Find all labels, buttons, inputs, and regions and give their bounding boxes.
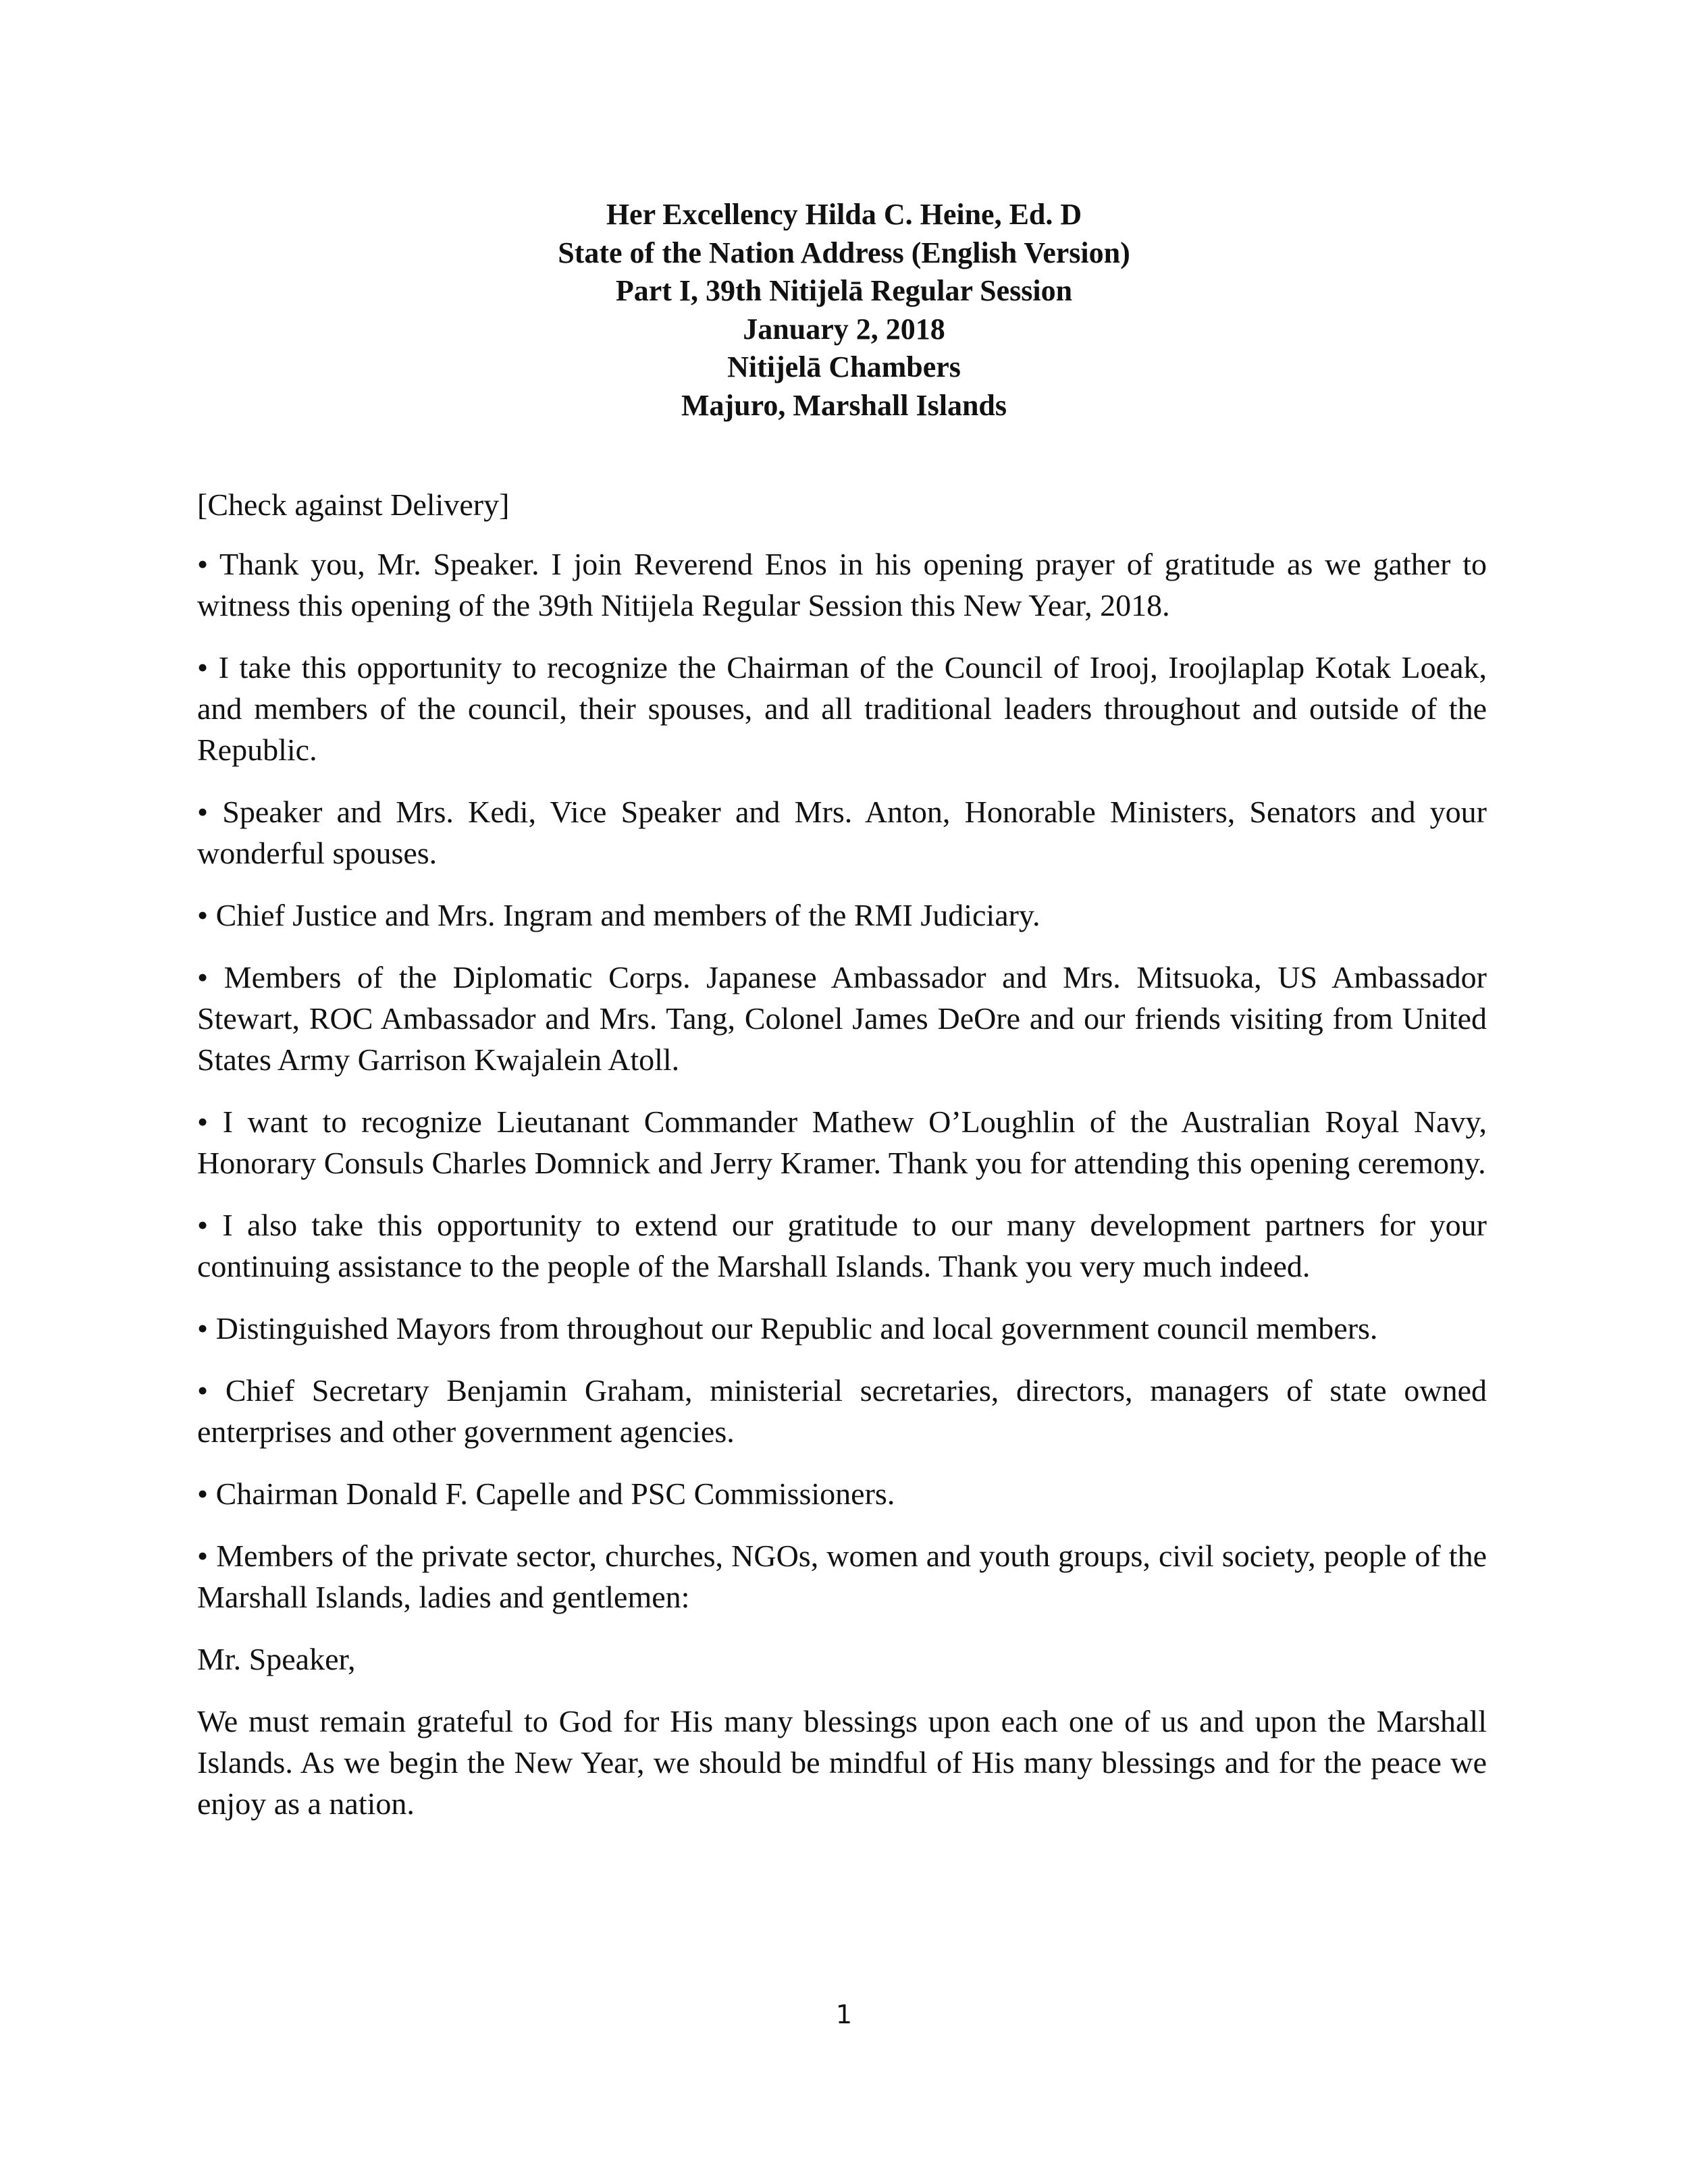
speech-body [197,543,1487,1824]
check-against-delivery-note: [Check against Delivery] [197,487,510,522]
page-number: 1 [835,2000,853,2029]
heading-location: Majuro, Marshall Islands [681,388,1007,422]
heading-session: Part I, 39th Nitijelā Regular Session [615,274,1073,307]
paragraph-development-partners: • I also take this opportunity to extend our gratitude to our many development partners for your continuing assistance to the people of the Marshall Islands. Thank you very much indeed. [197,1208,1487,1283]
paragraph-salutation: Mr. Speaker, [197,1642,356,1676]
paragraph-speaker-ministers: • Speaker and Mrs. Kedi, Vice Speaker and Mrs. Anton, Honorable Ministers, Senators and your wonderful spouses. [197,795,1487,870]
paragraph-thanks-speaker: • Thank you, Mr. Speaker. I join Reverend Enos in his opening prayer of gratitude as we gather to witness this opening of the 39th Nitijela Regular Session this New Year, 2018. [197,547,1487,622]
heading-speaker: Her Excellency Hilda C. Heine, Ed. D [606,198,1082,231]
paragraph-mayors: • Distinguished Mayors from throughout our Republic and local government council members. [197,1311,1378,1346]
heading-address-title: State of the Nation Address (English Version) [558,236,1130,269]
paragraph-psc-commissioners: • Chairman Donald F. Capelle and PSC Commissioners. [197,1476,895,1511]
paragraph-diplomatic-corps: • Members of the Diplomatic Corps. Japanese Ambassador and Mrs. Mitsuoka, US Ambassador Stewart, ROC Ambassador and Mrs. Tang, Colonel James DeOre and our friends visiting from United States Army Garrison Kwajalein Atoll. [197,960,1487,1077]
document-heading [197,196,1491,425]
paragraph-council-of-irooj: • I take this opportunity to recognize the Chairman of the Council of Irooj, Iroojlaplap Kotak Loeak, and members of the council, their spouses, and all traditional leaders throughout and outside of the Republic. [197,650,1487,767]
paragraph-private-sector: • Members of the private sector, churches, NGOs, women and youth groups, civil society, people of the Marshall Islands, ladies and gentlemen: [197,1539,1487,1614]
paragraph-judiciary: • Chief Justice and Mrs. Ingram and members of the RMI Judiciary. [197,898,1040,932]
heading-date: January 2, 2018 [743,312,945,346]
heading-venue: Nitijelā Chambers [727,350,961,383]
paragraph-chief-secretary: • Chief Secretary Benjamin Graham, ministerial secretaries, directors, managers of state owned enterprises and other government agencies. [197,1373,1487,1449]
paragraph-gratitude: We must remain grateful to God for His many blessings upon each one of us and upon the Marshall Islands. As we begin the New Year, we should be mindful of His many blessings and for the peace we enjoy as a nation. [197,1704,1487,1821]
paragraph-navy-consuls: • I want to recognize Lieutanant Commander Mathew O’Loughlin of the Australian Royal Navy, Honorary Consuls Charles Domnick and Jerry Kramer. Thank you for attending this opening ceremony. [197,1104,1487,1180]
